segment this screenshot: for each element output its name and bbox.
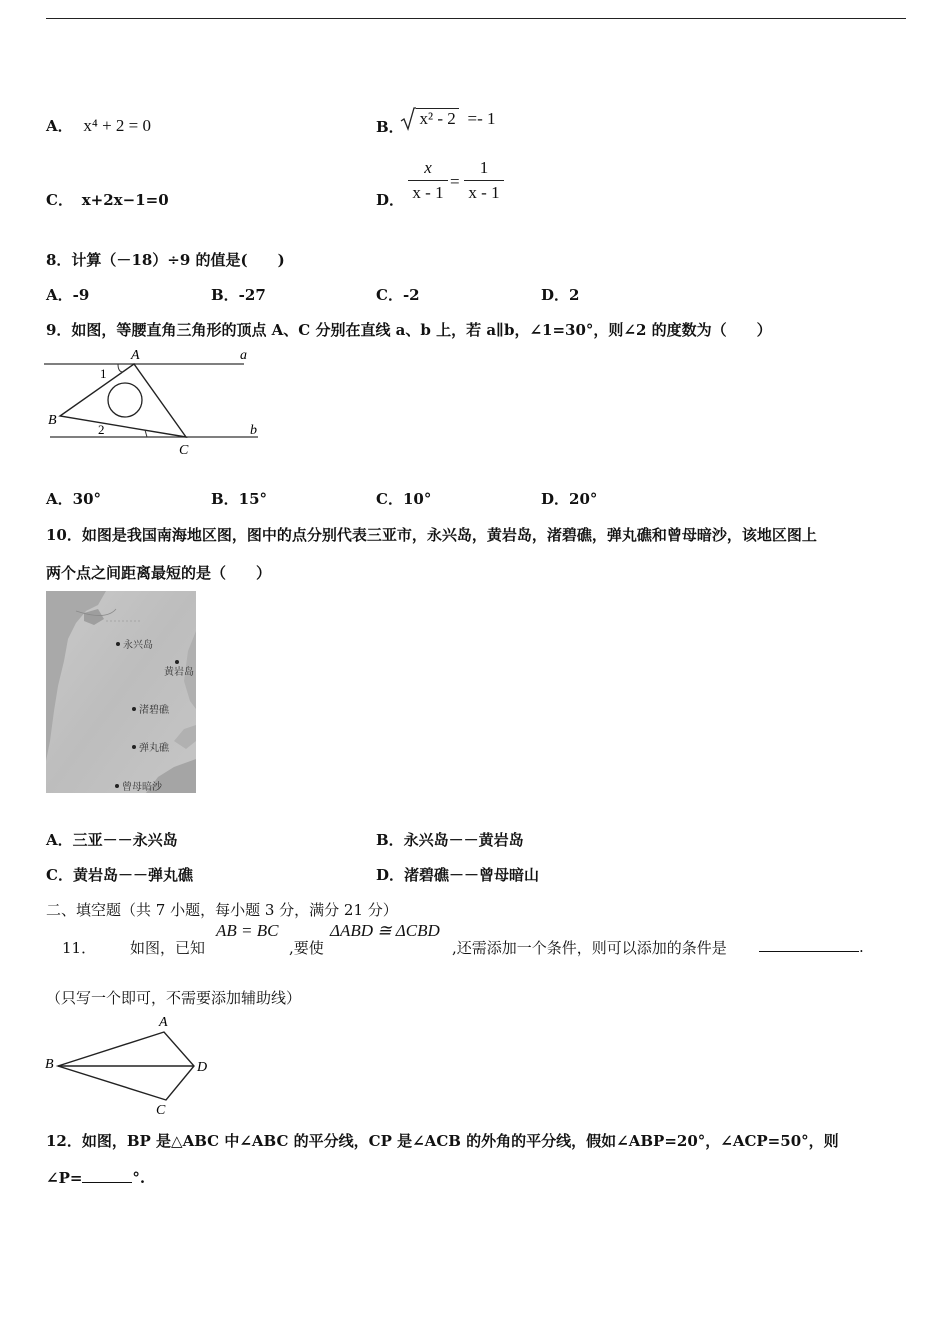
- q9-triangle-figure: [44, 344, 264, 460]
- q7-option-d-denominator-2: x - 1: [468, 183, 500, 202]
- q9-label-C: C: [179, 443, 189, 458]
- q9-option-b[interactable]: B．15°: [211, 490, 268, 508]
- header-rule: [46, 18, 906, 19]
- q9-label-b: b: [250, 423, 257, 438]
- q11-note: （只写一个即可，不需要添加辅助线）: [46, 989, 302, 1007]
- q12-stem-line-2: [46, 1168, 145, 1187]
- q9-label-A: A: [131, 348, 140, 363]
- q9-option-c[interactable]: C．10°: [376, 490, 432, 508]
- q7-option-c-label: C．: [46, 191, 73, 209]
- q11-answer-blank[interactable]: [759, 937, 859, 952]
- map-label-zengmu: 曾母暗沙: [122, 782, 162, 793]
- q8-option-a[interactable]: A．-9: [46, 286, 90, 304]
- q7-option-b-label: B．: [376, 118, 404, 136]
- q12-line-2-pre: ∠P=: [46, 1169, 83, 1187]
- q10-south-china-sea-map: [46, 591, 196, 793]
- q9-stem: 9．如图，等腰直角三角形的顶点 A、C 分别在直线 a、b 上，若 a∥b，∠1=30°，则∠2 的度数为（ ）: [46, 321, 772, 339]
- q8-stem: 8．计算（－18）÷9 的值是( ): [46, 251, 285, 269]
- q12-stem-line-1: 12．如图，BP 是△ABC 中∠ABC 的平分线，CP 是∠ACB 的外角的平分线，假如∠ABP=20°，∠ACP=50°，则: [46, 1132, 839, 1150]
- q7-option-b-radicand: x² - 2: [416, 108, 458, 128]
- q9-option-d[interactable]: D．20°: [541, 490, 598, 508]
- q10-stem-line-2: 两个点之间距离最短的是（ ）: [46, 564, 272, 582]
- q11-label-D: D: [197, 1060, 208, 1075]
- q9-label-2: 2: [98, 422, 105, 437]
- q9-label-a: a: [240, 348, 247, 363]
- q9-label-1: 1: [100, 366, 107, 381]
- q12-answer-blank[interactable]: [82, 1168, 132, 1183]
- q8-option-c[interactable]: C．-2: [376, 286, 420, 304]
- q11-number: 11．: [62, 939, 97, 957]
- q9-option-a[interactable]: A．30°: [46, 490, 102, 508]
- q11-condition-1: AB = BC: [216, 921, 279, 940]
- q10-option-c[interactable]: C．黄岩岛－－弹丸礁: [46, 866, 193, 884]
- map-label-huangyan: 黄岩岛: [164, 667, 194, 678]
- q9-label-B: B: [48, 413, 57, 428]
- q7-option-d-fraction-2: [464, 158, 504, 203]
- q7-option-c-expr: x+2x−1=0: [81, 191, 169, 209]
- q7-option-a-label: A．: [46, 117, 73, 135]
- section-2-heading: 二、填空题（共 7 小题，每小题 3 分，满分 21 分）: [46, 901, 398, 919]
- q11-label-C: C: [156, 1103, 166, 1118]
- q10-stem-line-1: 10．如图是我国南海地区图，图中的点分别代表三亚市，永兴岛，黄岩岛，渚碧礁，弹丸礁和曾母暗沙，该地区图上: [46, 526, 817, 544]
- map-label-danwan: 弹丸礁: [139, 743, 169, 754]
- q11-stem-pre: 如图，已知: [130, 939, 206, 957]
- q11-label-A: A: [159, 1015, 168, 1030]
- q7-option-a-expr: x⁴ + 2 = 0: [83, 116, 152, 135]
- q7-option-a[interactable]: [46, 115, 151, 136]
- q11-answer-blank-wrap: [759, 937, 864, 956]
- q7-option-b[interactable]: [376, 108, 496, 136]
- q7-option-d-fraction-1: [408, 158, 448, 203]
- q11-stem-mid: ,要使: [289, 939, 324, 957]
- q7-option-d-label: D．: [376, 191, 405, 209]
- q7-option-c[interactable]: [46, 189, 169, 210]
- q11-label-B: B: [45, 1057, 54, 1072]
- q10-option-d[interactable]: D．渚碧礁－－曾母暗山: [376, 866, 540, 884]
- q8-option-d[interactable]: D．2: [541, 286, 580, 304]
- sqrt-sign-icon: [400, 107, 416, 131]
- q7-option-b-radical: [414, 109, 458, 129]
- q11-condition-2: ΔABD ≅ ΔCBD: [330, 921, 440, 940]
- q7-option-d-denominator-1: x - 1: [412, 183, 444, 202]
- map-label-yongxing: 永兴岛: [123, 640, 153, 651]
- q11-stem-post: ,还需添加一个条件，则可以添加的条件是: [452, 939, 727, 957]
- q11-stem-end: .: [859, 938, 864, 956]
- q10-option-a[interactable]: A．三亚－－永兴岛: [46, 831, 178, 849]
- map-label-zhubi: 渚碧礁: [139, 705, 169, 716]
- q7-option-b-rhs: =- 1: [467, 109, 496, 128]
- q7-option-d-numerator-1: x: [424, 158, 432, 177]
- q7-option-d-equals: =: [450, 172, 460, 191]
- q8-option-b[interactable]: B．-27: [211, 286, 266, 304]
- q7-option-d-numerator-2: 1: [479, 158, 489, 177]
- q11-kite-figure: [44, 1012, 224, 1120]
- q12-line-2-post: °.: [132, 1169, 146, 1187]
- q10-option-b[interactable]: B．永兴岛－－黄岩岛: [376, 831, 524, 849]
